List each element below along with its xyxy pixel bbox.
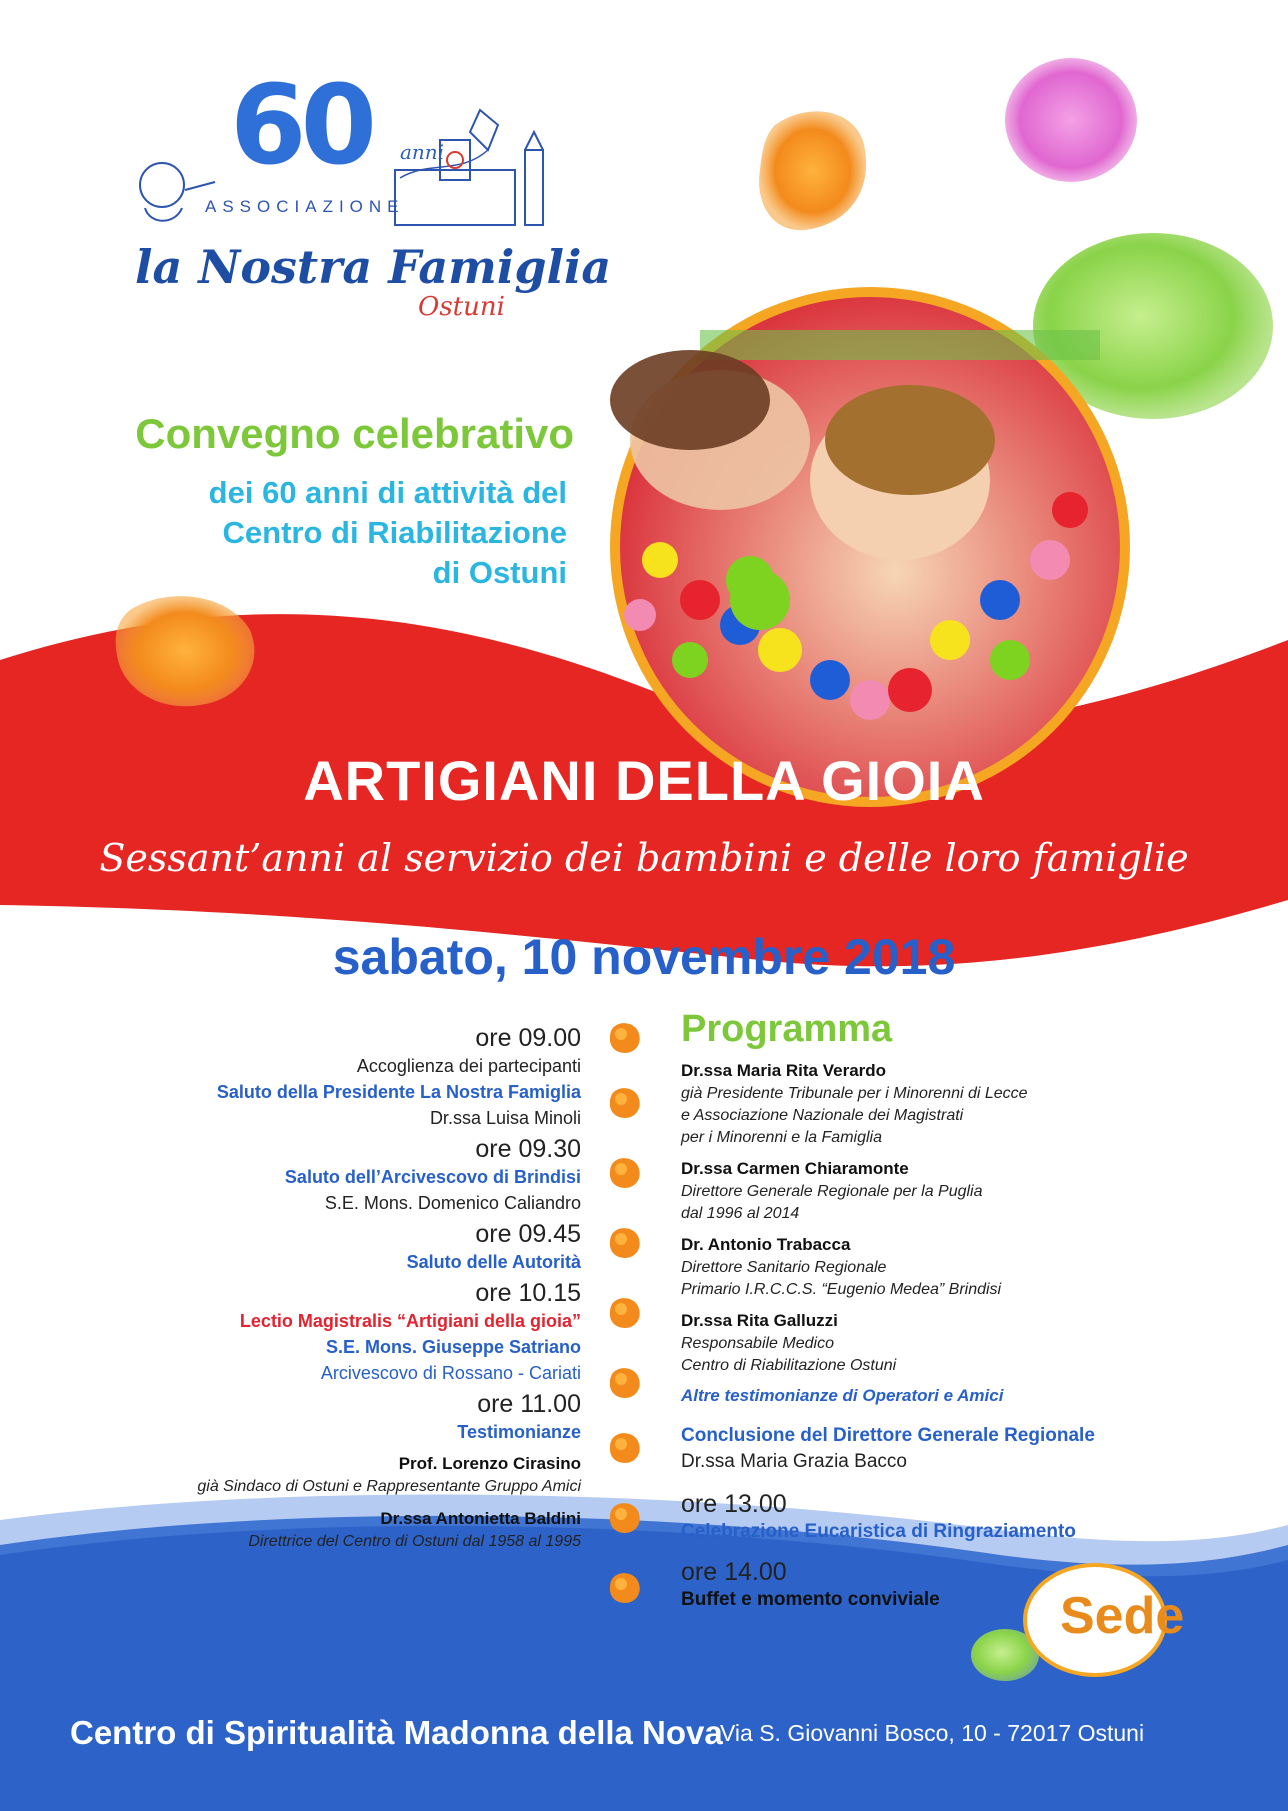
orange-splat-icon [607,1020,643,1056]
schedule-line: Arcivescovo di Rossano - Cariati [320,1363,581,1383]
schedule-line: Saluto della Presidente La Nostra Famiglia [216,1082,581,1102]
event-subtitle: Sessant’anni al servizio dei bambini e delle loro famiglie [99,836,1189,880]
orange-blob-top [759,111,866,230]
schedule-line: Dr.ssa Luisa Minoli [429,1108,581,1128]
speaker-role: Direttore Sanitario Regionale [681,1259,887,1276]
schedule-time: ore 09.00 [475,1024,581,1052]
buffet: Buffet e momento conviviale [681,1589,940,1610]
logo-number-text: 60 [230,61,372,189]
schedule-time: ore 10.15 [475,1279,581,1307]
speaker-name: Dr.ssa Rita Galluzzi [681,1311,838,1330]
orange-splat-icon [607,1155,643,1191]
speaker-role: Direttore Generale Regionale per la Puglia [681,1183,983,1200]
schedule-line: S.E. Mons. Giuseppe Satriano [325,1337,581,1357]
schedule-left [61,1020,581,1553]
speaker-role: Primario I.R.C.C.S. “Eugenio Medea” Brindisi [681,1281,1002,1298]
celebrazione: Celebrazione Eucaristica di Ringraziamento [681,1521,1076,1542]
programma-title: Programma [681,1008,893,1050]
orange-splat-icon [607,1365,643,1401]
schedule-line: Lectio Magistralis “Artigiani della gioia” [239,1311,581,1331]
venue-name: Centro di Spiritualità Madonna della Nova [70,1714,723,1751]
speaker-name: Dr.ssa Carmen Chiaramonte [681,1159,909,1178]
venue-address: Via S. Giovanni Bosco, 10 - 72017 Ostuni [720,1720,1145,1746]
schedule-line: Testimonianze [457,1422,581,1442]
orange-splat-icon [607,1430,643,1466]
schedule-time: ore 13.00 [681,1490,787,1518]
intro-subtitle [147,473,567,593]
schedule-line: già Sindaco di Ostuni e Rappresentante Gruppo Amici [197,1478,581,1495]
orange-splat-icon [607,1500,643,1536]
schedule-time: ore 09.45 [475,1220,581,1248]
kite-icon [470,110,498,150]
schedule-time: ore 11.00 [477,1390,581,1418]
speaker-name: Dr. Antonio Trabacca [681,1235,851,1254]
schedule-time: ore 14.00 [681,1558,787,1586]
schedule-line: Saluto delle Autorità [406,1252,581,1272]
schedule-line: S.E. Mons. Domenico Caliandro [324,1193,581,1213]
orange-splat-icon [607,1295,643,1331]
logo-name: la Nostra Famiglia [135,240,612,294]
logo-city: Ostuni [418,292,505,322]
programma [681,1008,1241,1613]
speaker-role: e Associazione Nazionale dei Magistrati [681,1107,964,1124]
speaker-role: per i Minorenni e la Famiglia [681,1129,882,1146]
schedule-line: Prof. Lorenzo Cirasino [398,1454,581,1473]
pink-blob [1005,58,1137,182]
logo-anni: anni [400,140,445,164]
child-drawing-icon [140,163,215,221]
intro-subtitle-line: dei 60 anni di attività del [208,475,567,510]
schedule-line: Accoglienza dei partecipanti [356,1056,581,1076]
schedule-line: Saluto dell’Arcivescovo di Brindisi [284,1167,581,1187]
intro-subtitle-line: di Ostuni [432,555,567,590]
speaker-role: Centro di Riabilitazione Ostuni [681,1357,897,1374]
schedule-line: Dr.ssa Antonietta Baldini [380,1509,581,1528]
speaker-role: dal 1996 al 2014 [681,1205,800,1222]
speaker-role: Responsabile Medico [681,1335,834,1352]
sede-label: Sede [1060,1587,1185,1645]
conclusione-speaker: Dr.ssa Maria Grazia Bacco [681,1451,907,1472]
logo-associazione: ASSOCIAZIONE [205,197,405,216]
event-date: sabato, 10 novembre 2018 [332,929,956,985]
orange-splat-icon [607,1225,643,1261]
altre-testimonianze: Altre testimonianze di Operatori e Amici [681,1386,1004,1405]
intro-subtitle-line: Centro di Riabilitazione [222,515,567,550]
schedule-line: Direttrice del Centro di Ostuni dal 1958 al 1995 [248,1533,581,1550]
speaker-name: Dr.ssa Maria Rita Verardo [681,1061,887,1080]
logo-number [230,61,372,189]
orange-splat-icon [607,1570,643,1606]
event-title: ARTIGIANI DELLA GIOIA [303,749,985,812]
orange-splat-icon [607,1085,643,1121]
speaker-role: già Presidente Tribunale per i Minorenni di Lecce [681,1085,1028,1102]
conclusione: Conclusione del Direttore Generale Regionale [681,1425,1095,1446]
intro-title: Convegno celebrativo [135,410,574,457]
schedule-time: ore 09.30 [475,1135,581,1163]
